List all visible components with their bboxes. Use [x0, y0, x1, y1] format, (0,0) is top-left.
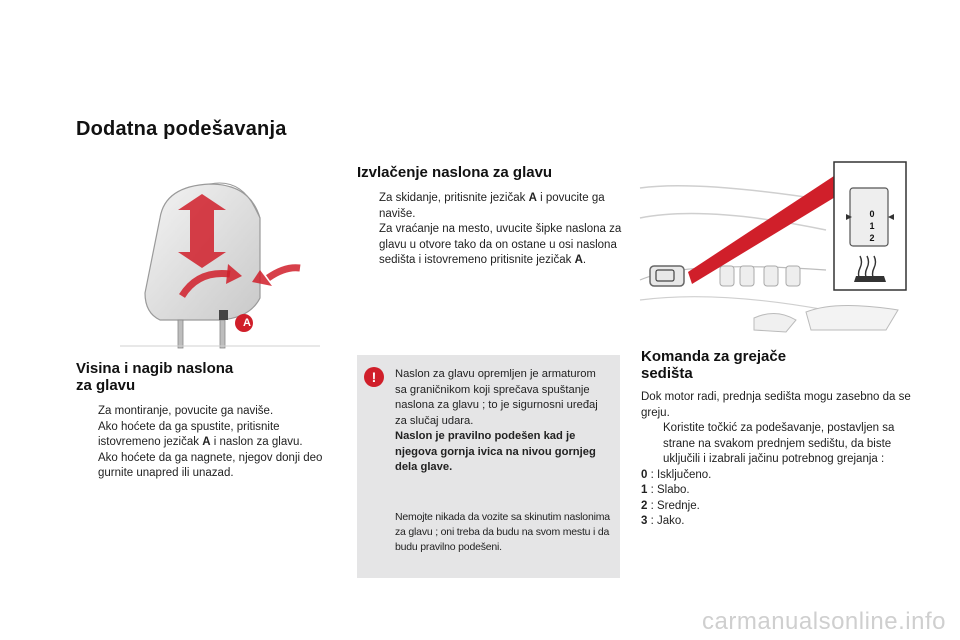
- list-item: Za skidanje, pritisnite jezičak A i povucite ga naviše.: [379, 192, 605, 220]
- headrest-illustration: [120, 178, 320, 350]
- page-title: Dodatna podešavanja: [76, 118, 287, 140]
- level-row: 3 : Jako.: [641, 515, 685, 527]
- warning-text: Naslon za glavu opremljen je armaturom sa graničnikom koji sprečava spuštanje naslona za glavu ; to je sigurnosni uređaj za slučaj udara. Naslon je pravilno podešen kad je njegova gornja ivica na nivou gornjeg dela glave.: [395, 368, 598, 473]
- list-item: Za vraćanje na mesto, uvucite šipke naslona za glavu u otvore tako da on ostane u osi naslona sedišta i istovremeno pritisnite jezičak A.: [379, 223, 622, 266]
- level-row: 2 : Srednje.: [641, 499, 700, 512]
- label-a-badge: A: [243, 317, 251, 329]
- list-item: Za montiranje, povucite ga naviše.: [98, 405, 274, 417]
- heated-seats-title-line2: sedišta: [641, 365, 693, 382]
- list-item: Koristite točkić za podešavanje, postavljen sa strane na svakom prednjem sedištu, da biste uključili i izabrali jačinu potrebnog grejanja :: [663, 422, 895, 465]
- seat-heater-illustration: [636, 160, 908, 340]
- heated-seats-title: [641, 348, 911, 382]
- warning-icon: !: [364, 367, 384, 387]
- heated-seats-intro: Dok motor radi, prednja sedišta mogu zasebno da se greju.: [641, 391, 911, 419]
- dial-mark: 1: [869, 221, 875, 231]
- list-item: Ako hoćete da ga spustite, pritisnite istovremeno jezičak A i naslon za glavu.: [98, 420, 303, 448]
- headrest-height-title-line1: Visina i nagib naslona: [76, 360, 234, 377]
- headrest-removal-title: Izvlačenje naslona za glavu: [357, 164, 553, 181]
- level-row: 1 : Slabo.: [641, 484, 690, 496]
- watermark: carmanualsonline.info: [702, 608, 946, 635]
- warning-bold-text: Naslon je pravilno podešen kad je njegova gornja ivica na nivou gornjeg dela glave.: [395, 430, 596, 473]
- level-row: 0 : Isključeno.: [641, 468, 712, 481]
- headrest-height-title: [76, 360, 336, 394]
- dial-mark: 0: [869, 209, 875, 219]
- headrest-height-title-line2: za glavu: [76, 377, 136, 394]
- heated-seats-title-line1: Komanda za grejače: [641, 348, 787, 365]
- warning-small-text: Nemojte nikada da vozite sa skinutim naslonima za glavu ; oni treba da budu na svom mestu i da budu pravilno podešeni.: [395, 511, 610, 553]
- list-item: Ako hoćete da ga nagnete, njegov donji deo gurnite unapred ili unazad.: [98, 451, 323, 479]
- dial-mark: 2: [869, 233, 875, 243]
